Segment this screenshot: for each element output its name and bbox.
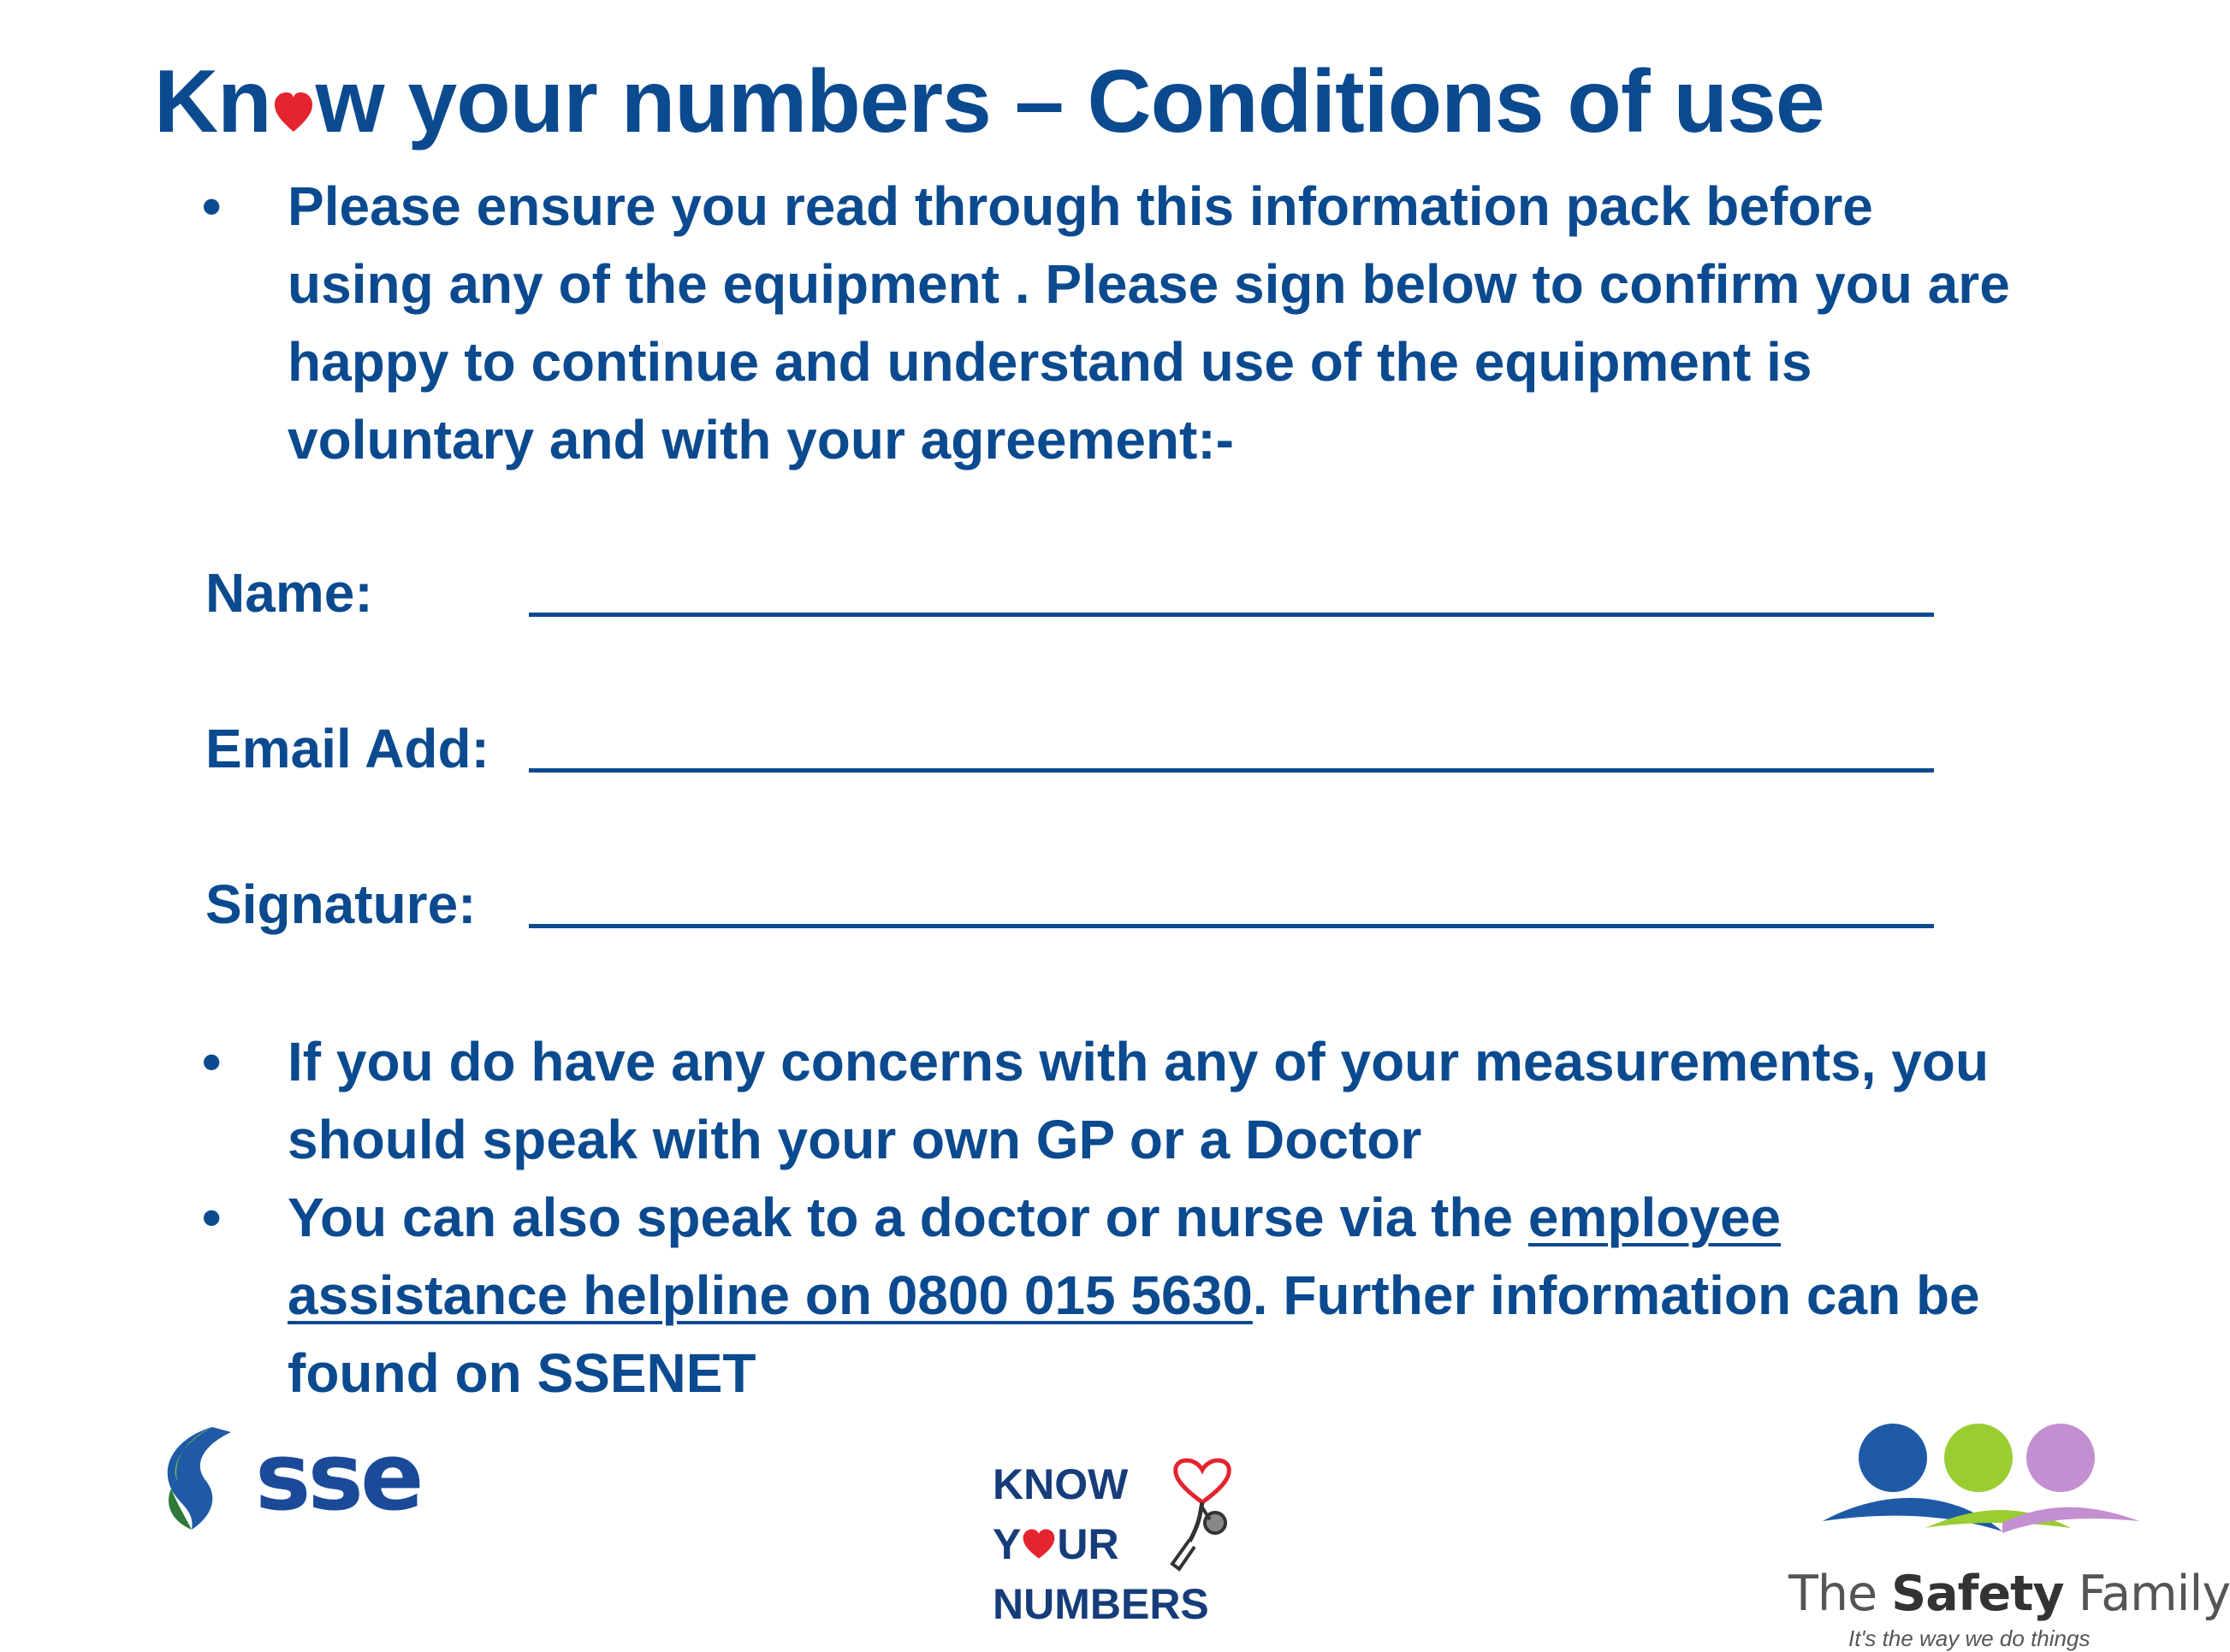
safety-family-tagline: It's the way we do things [1848, 1625, 2091, 1651]
know-your-numbers-logo [993, 1454, 1249, 1634]
concerns-text: If you do have any concerns with any of your measurements, you should speak with your own GP or a Doctor [288, 1031, 1990, 1170]
name-label: Name: [205, 562, 373, 624]
title-prefix: Kn [154, 52, 271, 151]
heart-icon [1022, 1526, 1056, 1562]
page-title [154, 51, 1824, 153]
intro-bullet [202, 168, 2033, 479]
intro-section [202, 168, 2033, 479]
kyn-line-3: NUMBERS [993, 1580, 1209, 1628]
helpline-bullet [202, 1179, 2033, 1412]
helpline-text-before: You can also speak to a doctor or nurse via the [288, 1187, 1528, 1248]
signature-label: Signature: [205, 873, 477, 935]
sse-logo-text: sse [255, 1422, 421, 1531]
helpline-link[interactable]: employee assistance helpline on 0800 015 5630 [288, 1187, 1782, 1326]
safety-family-figures-icon [1788, 1420, 2165, 1566]
bullet-marker: • [202, 1187, 222, 1248]
bullet-marker: • [202, 175, 222, 237]
bullet-marker: • [202, 1031, 222, 1092]
signature-row [205, 873, 1934, 941]
safety-family-logo [1788, 1420, 2230, 1651]
heart-icon [273, 87, 314, 135]
sse-swoosh-icon [152, 1420, 255, 1540]
safety-name-part1: The [1788, 1566, 1892, 1622]
name-row [205, 561, 1934, 630]
kyn-line-2-suffix: UR [1057, 1520, 1119, 1568]
signature-field[interactable] [529, 924, 1934, 928]
kyn-line-2-prefix: Y [993, 1520, 1022, 1568]
email-row [205, 717, 1934, 785]
name-field[interactable] [529, 613, 1934, 617]
helpline-text-after: . Further information can be found on SSENET [288, 1264, 1980, 1404]
intro-text: Please ensure you read through this information pack before using any of the equipment . Please sign below to confirm you are happy to continue and understand use of the equipment is voluntary and with your agreement:- [288, 175, 2010, 471]
safety-name-part2: Safety [1891, 1566, 2064, 1622]
safety-name-part3: Family [2063, 1566, 2230, 1622]
concerns-bullet [202, 1023, 2033, 1179]
stethoscope-icon [1155, 1454, 1249, 1574]
sse-logo [152, 1420, 421, 1540]
email-field[interactable] [529, 768, 1934, 773]
notes-section [202, 1023, 2033, 1412]
safety-family-name [1788, 1566, 2230, 1622]
title-suffix: w your numbers – Conditions of use [315, 52, 1824, 151]
kyn-line-1: KNOW [993, 1460, 1129, 1508]
email-label: Email Add: [205, 718, 489, 779]
